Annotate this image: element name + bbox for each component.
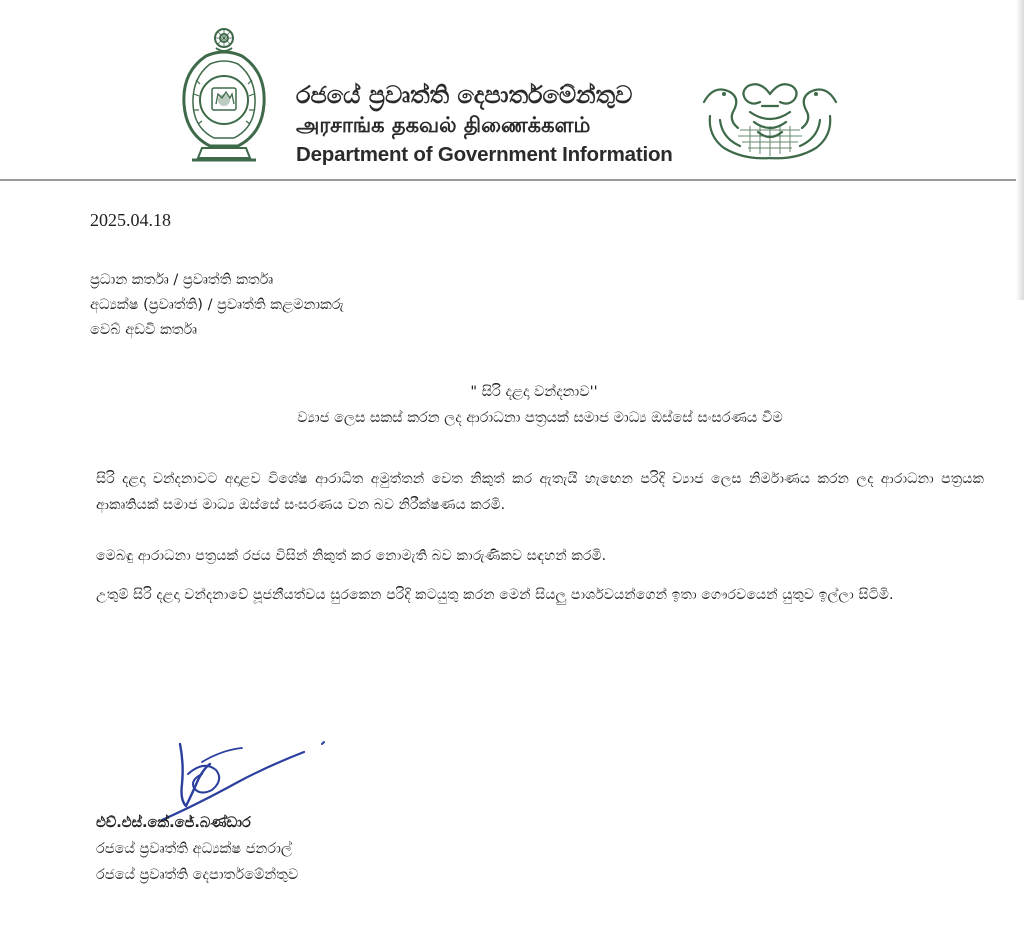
signatory-name: එච්.එස්.කේ.ජේ.බණ්ඩාර xyxy=(96,815,251,831)
signatory-department: රජයේ ප්‍රවෘත්ති දෙපාර්තමේන්තුව xyxy=(96,867,299,883)
body-paragraph-3: උතුම් සිරි දළදා වන්දනාවේ පූජනීයත්වය සුරකෙන පරිදි කටයුතු කරන මෙන් සියලු පාර්ශවයන්ගෙන් ඉතා ගෞරවයෙන් යුතුව ඉල්ලා සිටිමි. xyxy=(96,587,894,603)
org-name-sinhala: රජයේ ප්‍රවෘත්ති දෙපාර්තමේන්තුව xyxy=(296,81,633,109)
body-paragraph-2: මෙබඳු ආරාධනා පත්‍රයක් රජය විසින් නිකුත් කර නොමැති බව කාරුණිකව සඳහන් කරමි. xyxy=(96,548,607,564)
letter-date: 2025.04.18 xyxy=(90,210,171,230)
organization-names xyxy=(296,80,696,170)
signatory-title: රජයේ ප්‍රවෘත්ති අධ්‍යක්ෂ ජනරාල් xyxy=(96,841,292,857)
body-paragraph-1: සිරි දළදා වන්දනාවට අදාළව විශේෂ ආරාධිත අමුත්තන් වෙත නිකුත් කර ඇතැයි හැඟෙන පරිදි ව්‍යාජ ලෙස නිර්මාණය කරන ලද ආරාධනා පත්‍රයක ආකෘතියක් සමාජ මාධ්‍ය ඔස්සේ සංසරණය වන බව නිරීක්ෂණය කරමි. xyxy=(96,471,984,513)
letterhead-divider xyxy=(0,179,1024,181)
recipient-line: වෙබ් අඩවි කර්තෘ xyxy=(90,322,198,338)
national-emblem-icon xyxy=(176,24,272,166)
recipients-block xyxy=(90,268,344,343)
letterhead xyxy=(0,0,1024,182)
signatory-block xyxy=(96,810,298,888)
org-name-tamil: அரசாங்க தகவல் திணைக்களம் xyxy=(296,113,591,137)
subject-line: ව්‍යාජ ලෙස සකස් කරන ලද ආරාධනා පත්‍රයක් සමාජ මාධ්‍ය ඔස්සේ සංසරණය වීම xyxy=(297,410,783,426)
subject-title: " සිරි දළදා වන්දනාව'' xyxy=(470,384,598,400)
org-name-english: Department of Government Information xyxy=(296,143,673,166)
recipient-line: අධ්‍යක්ෂ (ප්‍රවෘත්ති) / ප්‍රවෘත්ති කළමනාකරු xyxy=(90,297,344,313)
recipient-line: ප්‍රධාන කර්තෘ / ප්‍රවෘත්ති කර්තෘ xyxy=(90,272,274,288)
page-edge-shadow xyxy=(1016,0,1024,300)
twin-swans-logo-icon xyxy=(700,76,840,164)
